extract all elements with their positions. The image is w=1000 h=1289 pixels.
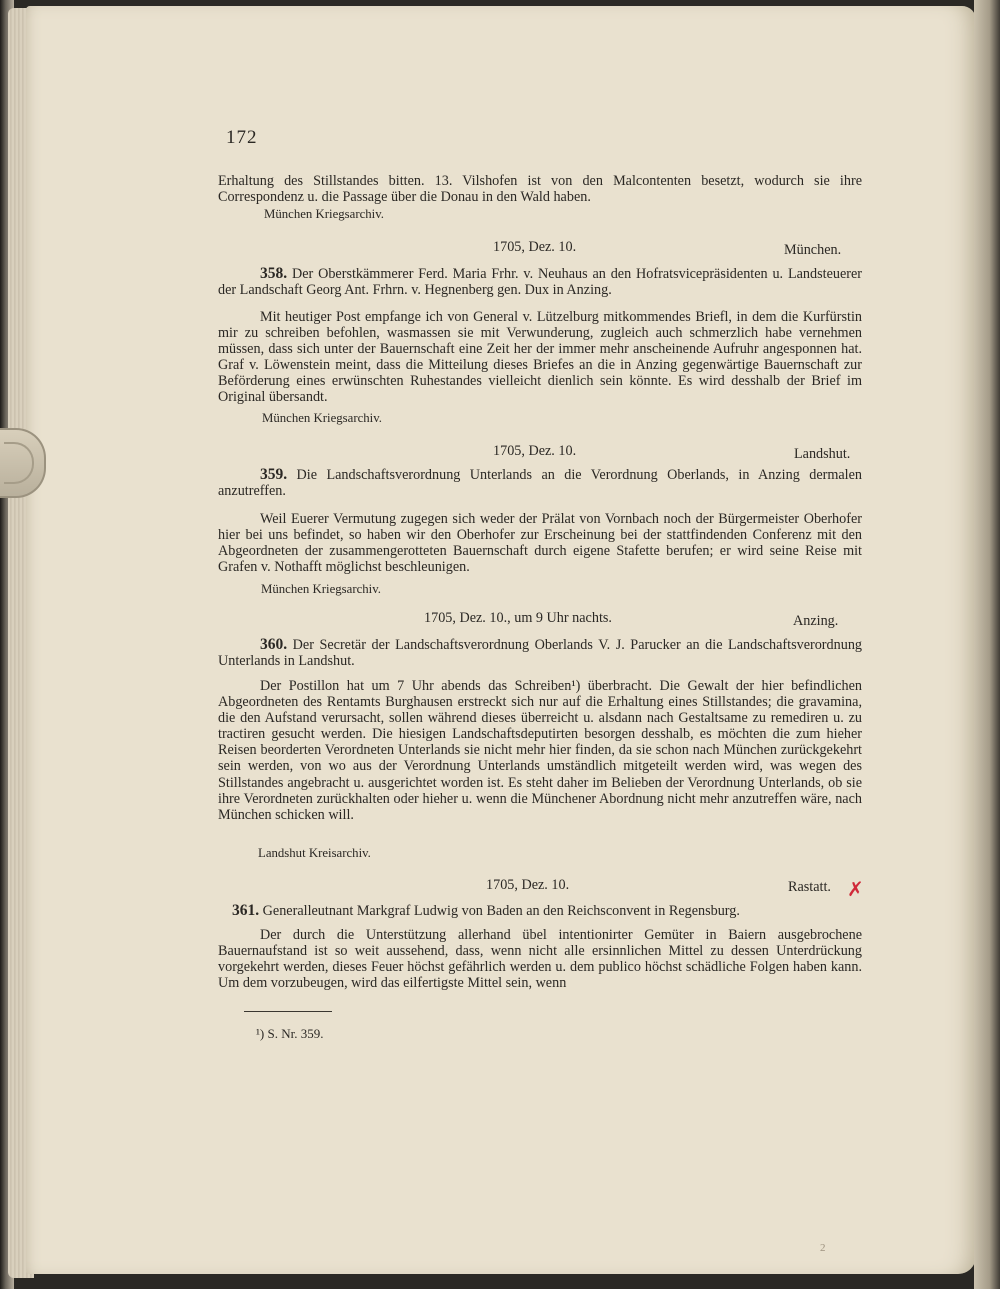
entry-358-body: Mit heutiger Post empfange ich von General v. Lützelburg mitkommendes Briefl, in dem die Kurfürstin mir zu schreiben befohlen, wasmassen sie mit Verwunderung, zugleich auch schmerzlich habe vernehmen müssen, dass sich unter der Bauernschaft eine Zeit her der immer mehr anscheinende Aufruhr angesponnen hat. Graf v. Löwenstein meint, dass die Mitteilung dieses Briefes an die in Anzing gegenwärtige Bauernschaft zur Beförderung eines erwünschten Ruhestandes vielleicht dienlich sein könnte. Es wird desshalb der Brief im Original übersandt.	[218, 309, 862, 406]
footnote: ¹) S. Nr. 359.	[256, 1026, 324, 1041]
entry-358-header-text: Der Oberstkämmerer Ferd. Maria Frhr. v. Neuhaus an den Hofratsvicepräsidenten u. Landsteuerer der Landschaft Georg Ant. Frhrn. v. Hegnenberg gen. Dux in Anzing.	[218, 266, 862, 299]
entry-361-number: 361.	[232, 902, 260, 919]
entry-360-header	[218, 637, 862, 669]
entry-360-number: 360.	[260, 636, 288, 653]
entry-359-place: Landshut.	[794, 446, 851, 462]
entry-358-number: 358.	[260, 265, 288, 282]
intro-paragraph: Erhaltung des Stillstandes bitten. 13. Vilshofen ist von den Malcontenten besetzt, wodurch sie ihre Correspondenz u. die Passage über die Donau in den Wald haben.	[218, 173, 862, 206]
entry-361-body: Der durch die Unterstützung allerhand übel intentionirter Gemüter in Baiern ausgebrochene Bauernaufstand ist so weit aussehend, dass, wenn nicht alle ersinnlichen Mittel zu dessen Unterdrückung vorgekehrt werden, dieses Feuer höchst gefährlich werden u. dem publico höchst schädliche Folgen haben kann. Um dem vorzubeugen, wird das eilfertigste Mittel sein, wenn	[218, 927, 862, 992]
source-note: München Kriegsarchiv.	[264, 207, 384, 221]
footnote-rule	[244, 1011, 332, 1012]
corner-mark: 2	[820, 1242, 826, 1254]
entry-359-body: Weil Euerer Vermutung zugegen sich weder der Prälat von Vornbach noch der Bürgermeister Oberhofer hier bei uns befindet, so haben wir den Oberhofer zur Erscheinung bei der stattfindenden Conferenz mit den Abgeordneten der zusammengerotteten Bauernschaft durch eigene Stafette berufen; er wird seine Reise mit Grafen v. Nothafft möglichst beschleunigen.	[218, 511, 862, 576]
entry-360-body: Der Postillon hat um 7 Uhr abends das Schreiben¹) überbracht. Die Gewalt der hier befindlichen Abgeordneten des Rentamts Burghausen erstreckt sich nur auf die Erhaltung eines Stillstandes; die gravamina, die den Aufstand verursacht, sollen während dieses überreicht u. alsdann nach Gestaltsame zu remediren u. zu tractiren gesucht werden. Die hiesigen Landschaftsdeputirten besorgen desshalb, es möchten die zum hieher Reisen beorderten Verordneten Unterlands sie nicht mehr hier finden, da sie schon nach München zurückgekehrt sein werden, von wo aus der Verordnung Unterlands umständlich mitgeteilt werden wird, was wegen des Stillstandes angebracht u. ausgerichtet worden ist. Es steht daher im Belieben der Verordnung Unterlands, ob sie ihre Verordneten zurückhalten oder hieher u. wenn die Münchener Abordnung nicht mehr anzutreffen wäre, nach München schicken will.	[218, 678, 862, 823]
entry-360-source: Landshut Kreisarchiv.	[258, 846, 371, 860]
entry-359-header	[218, 467, 862, 499]
page-number: 172	[226, 127, 258, 148]
entry-358-header	[218, 266, 862, 298]
entry-360-place: Anzing.	[793, 613, 839, 629]
entry-361-header	[232, 903, 862, 919]
entry-361-place: Rastatt.	[788, 879, 831, 895]
handwritten-cross-mark: ✗	[847, 877, 864, 901]
entry-361-header-text: Generalleutnant Markgraf Ludwig von Baden an den Reichsconvent in Regensburg.	[262, 903, 740, 919]
book-edge-right	[974, 0, 1000, 1289]
entry-359-source: München Kriegsarchiv.	[261, 582, 381, 596]
entry-359-number: 359.	[260, 466, 288, 483]
entry-358-date: 1705, Dez. 10.	[493, 239, 577, 255]
page-clip-inner	[4, 442, 34, 484]
entry-360-date: 1705, Dez. 10., um 9 Uhr nachts.	[424, 610, 612, 626]
entry-359-header-text: Die Landschaftsverordnung Unterlands an die Verordnung Oberlands, in Anzing dermalen anzutreffen.	[218, 467, 863, 500]
entry-358-place: München.	[784, 242, 842, 258]
entry-358-source: München Kriegsarchiv.	[262, 411, 382, 425]
entry-359-date: 1705, Dez. 10.	[493, 443, 577, 459]
entry-361-date: 1705, Dez. 10.	[486, 877, 570, 893]
entry-360-header-text: Der Secretär der Landschaftsverordnung Oberlands V. J. Parucker an die Landschaftsverordnung Unterlands in Landshut.	[218, 637, 863, 670]
